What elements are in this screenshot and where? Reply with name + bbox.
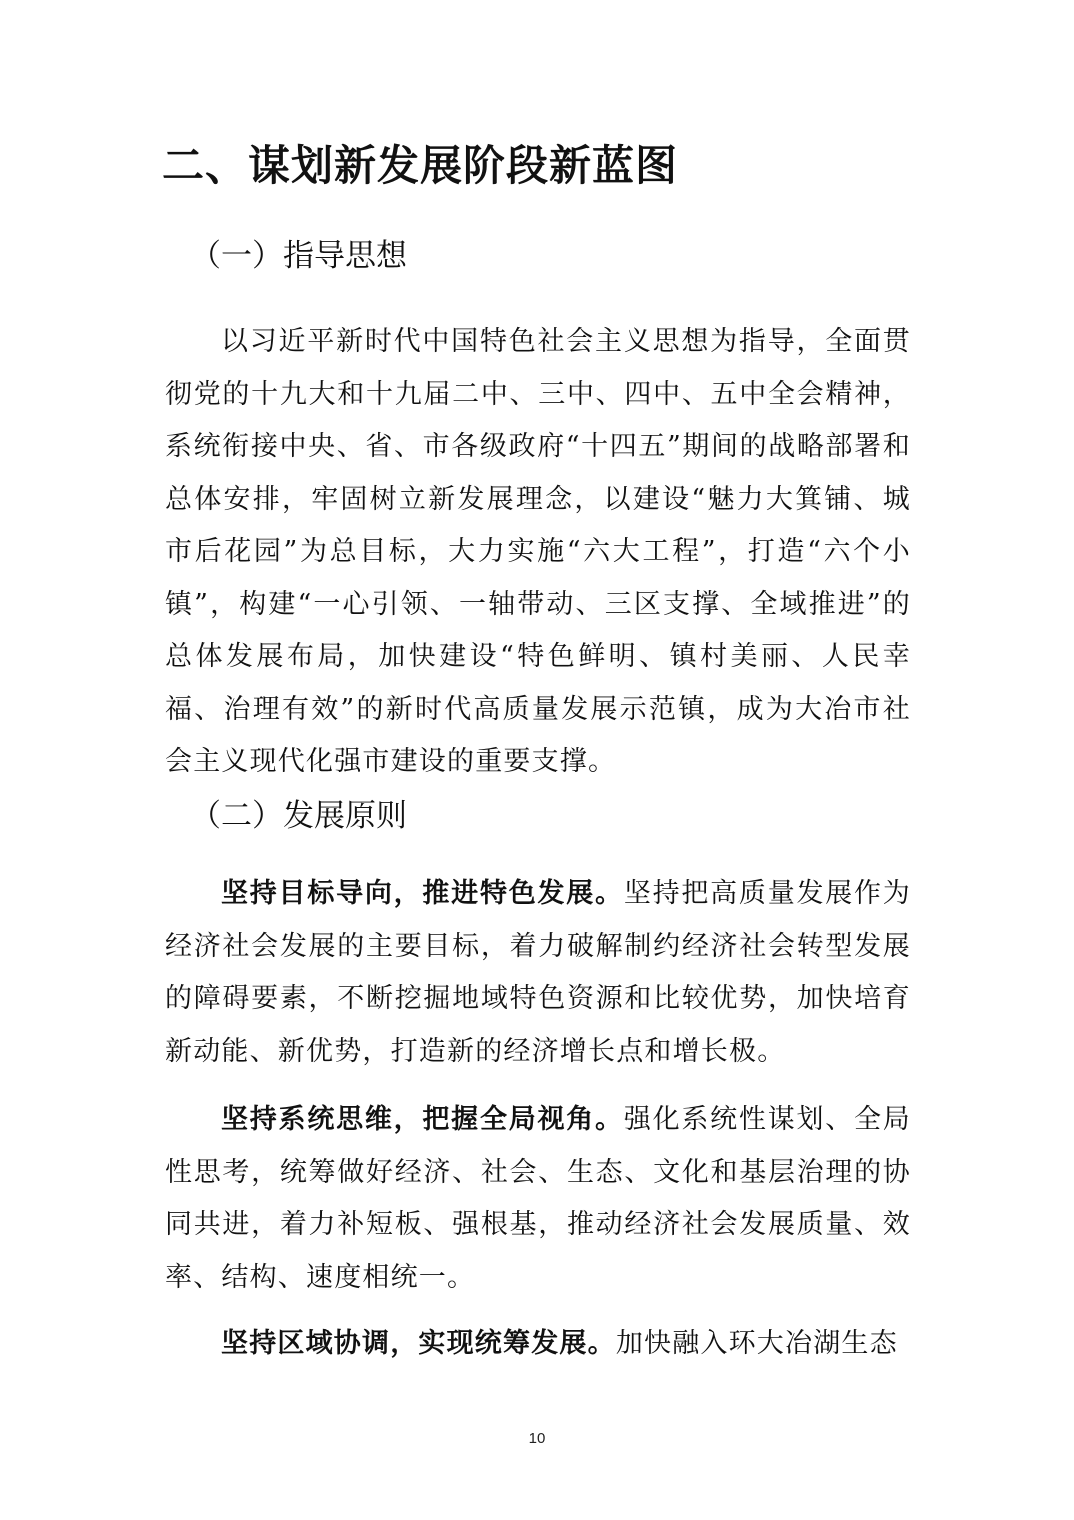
page-number: 10: [528, 1430, 546, 1447]
principle-paragraph: [165, 1318, 911, 1371]
principle-lead: 坚持系统思维，把握全局视角。: [221, 1104, 624, 1135]
principle-text: 强化系统性谋划、全局性思考，统筹做好经济、社会、生态、文化和基层治理的协同共进，着力补短板、强根基，推动经济社会发展质量、效率、结构、速度相统一。: [165, 1104, 911, 1293]
principle-lead: 坚持区域协调，实现统筹发展。: [221, 1328, 616, 1359]
subsection-heading-development-principles: （二）发展原则: [190, 798, 407, 834]
principle-text: 加快融入环大冶湖生态: [615, 1328, 898, 1359]
principle-text: 坚持把高质量发展作为经济社会发展的主要目标，着力破解制约经济社会转型发展的障碍要素，不断挖掘地域特色资源和比较优势，加快培育新动能、新优势，打造新的经济增长点和增长极。: [165, 878, 911, 1067]
section-title: 二、谋划新发展阶段新蓝图: [162, 141, 679, 190]
principle-paragraph: [165, 1094, 911, 1304]
principle-lead: 坚持目标导向，推进特色发展。: [221, 878, 624, 909]
guiding-ideology-paragraph: 以习近平新时代中国特色社会主义思想为指导，全面贯彻党的十九大和十九届二中、三中、四中、五中全会精神，系统衔接中央、省、市各级政府“十四五”期间的战略部署和总体安排，牢固树立新发展理念，以建设“魅力大箕铺、城市后花园”为总目标，大力实施“六大工程”，打造“六个小镇”，构建“一心引领、一轴带动、三区支撑、全域推进”的总体发展布局，加快建设“特色鲜明、镇村美丽、人民幸福、治理有效”的新时代高质量发展示范镇，成为大冶市社会主义现代化强市建设的重要支撑。: [165, 326, 911, 777]
principle-paragraph: [165, 868, 911, 1078]
subsection-heading-guiding-ideology: （一）指导思想: [190, 238, 407, 274]
